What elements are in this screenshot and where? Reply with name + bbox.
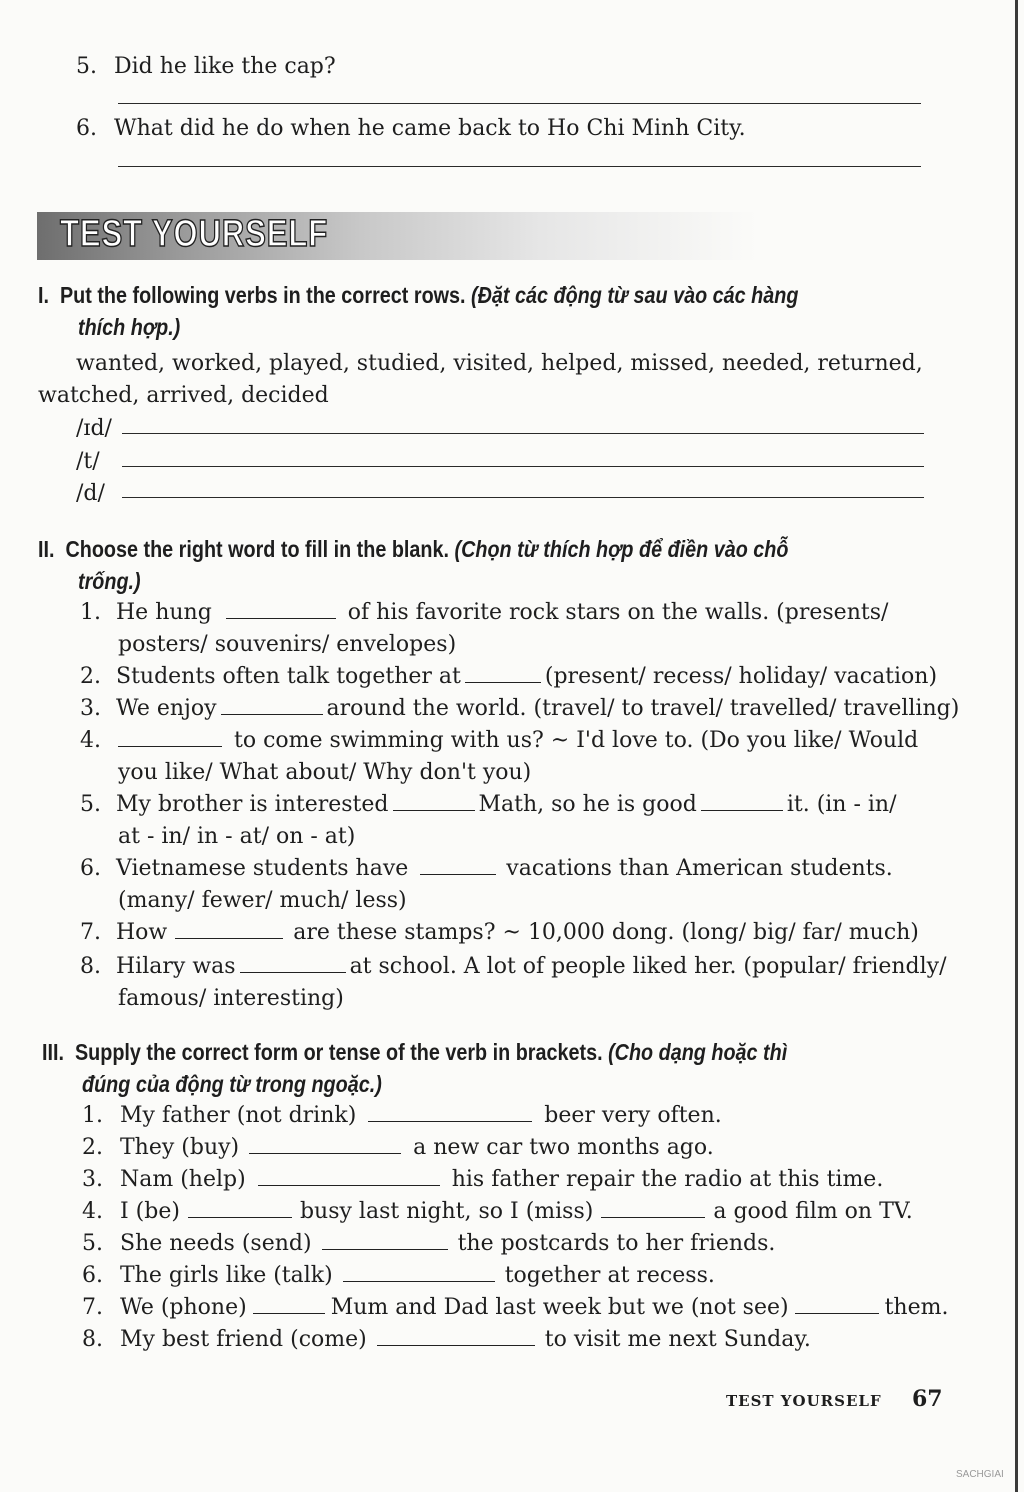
item-number: 4. xyxy=(80,728,101,753)
list-item xyxy=(116,600,888,626)
question-text: Did he like the cap? xyxy=(114,54,336,79)
fill-blank[interactable] xyxy=(258,1167,440,1186)
item-text: My best friend (come) xyxy=(120,1327,367,1352)
fill-blank[interactable] xyxy=(322,1231,448,1250)
fill-blank[interactable] xyxy=(343,1263,495,1282)
section-1-heading-cont xyxy=(78,313,180,341)
fill-blank[interactable] xyxy=(701,792,783,811)
section-title-vi: (Cho dạng hoặc thì xyxy=(608,1039,788,1065)
item-text: They (buy) xyxy=(120,1135,240,1160)
item-text: vacations than American students. xyxy=(506,856,893,881)
item-number: 8. xyxy=(80,954,101,979)
item-text-cont: famous/ interesting) xyxy=(118,986,344,1011)
item-number: 4. xyxy=(82,1199,103,1224)
item-text: Vietnamese students have xyxy=(116,856,409,881)
answer-line[interactable] xyxy=(118,166,921,167)
section-roman: I. xyxy=(38,282,49,308)
section-roman: III. xyxy=(42,1039,64,1065)
item-text: The girls like (talk) xyxy=(120,1263,333,1288)
item-text: We (phone) xyxy=(120,1295,247,1320)
question-text: What did he do when he came back to Ho Chi Minh City. xyxy=(114,116,746,141)
item-number: 6. xyxy=(82,1263,103,1288)
item-text: Hilary was xyxy=(116,954,236,979)
banner-title: TEST YOURSELF xyxy=(60,213,329,255)
item-text: He hung xyxy=(116,600,212,625)
item-text: around the world. (travel/ to travel/ travelled/ travelling) xyxy=(326,696,960,721)
watermark-logo: SACHGIAI xyxy=(956,1469,1004,1480)
item-number: 6. xyxy=(80,856,101,881)
item-text: them. xyxy=(884,1295,949,1320)
list-item xyxy=(116,664,937,690)
item-number: 7. xyxy=(80,920,101,945)
section-title-en: Choose the right word to fill in the blank. xyxy=(65,536,449,562)
item-text: beer very often. xyxy=(544,1103,722,1128)
page-edge-line xyxy=(1015,0,1018,1492)
item-text: We enjoy xyxy=(116,696,217,721)
item-text: Nam (help) xyxy=(120,1167,246,1192)
item-text: to visit me next Sunday. xyxy=(544,1327,811,1352)
list-item xyxy=(116,920,919,946)
section-1-heading xyxy=(38,281,798,309)
answer-line[interactable] xyxy=(118,103,921,104)
question-number: 5. xyxy=(76,54,97,79)
item-text: together at recess. xyxy=(504,1263,715,1288)
row-label-id: /ɪd/ xyxy=(76,416,112,441)
item-text-cont: (many/ fewer/ much/ less) xyxy=(118,888,407,913)
list-item xyxy=(116,728,918,754)
item-number: 1. xyxy=(82,1103,103,1128)
item-text: busy last night, so I (miss) xyxy=(299,1199,594,1224)
list-item xyxy=(120,1263,715,1289)
question-number: 6. xyxy=(76,116,97,141)
fill-blank[interactable] xyxy=(420,856,496,875)
fill-blank[interactable] xyxy=(118,728,222,747)
section-2-heading-cont xyxy=(78,567,141,595)
section-3-heading-cont xyxy=(82,1070,382,1098)
item-text: a new car two months ago. xyxy=(413,1135,714,1160)
list-item xyxy=(116,696,959,722)
fill-blank[interactable] xyxy=(188,1199,292,1218)
section-title-vi-cont: đúng của động từ trong ngoặc.) xyxy=(82,1071,382,1097)
item-text: to come swimming with us? ~ I'd love to. (Do you like/ Would xyxy=(234,728,919,753)
item-number: 2. xyxy=(80,664,101,689)
list-item xyxy=(116,856,893,882)
item-text: How xyxy=(116,920,168,945)
section-2-heading xyxy=(38,535,788,563)
item-number: 3. xyxy=(80,696,101,721)
list-item xyxy=(120,1231,775,1257)
item-number: 5. xyxy=(80,792,101,817)
item-text: of his favorite rock stars on the walls. (presents/ xyxy=(347,600,889,625)
fill-blank[interactable] xyxy=(393,792,475,811)
list-item xyxy=(116,792,897,818)
section-title-vi: (Đặt các động từ sau vào các hàng xyxy=(471,282,799,308)
item-text-cont: posters/ souvenirs/ envelopes) xyxy=(118,632,457,657)
item-number: 2. xyxy=(82,1135,103,1160)
fill-blank[interactable] xyxy=(368,1103,532,1122)
item-text: it. (in - in/ xyxy=(786,792,897,817)
section-title-en: Supply the correct form or tense of the verb in brackets. xyxy=(74,1039,603,1065)
fill-blank[interactable] xyxy=(249,1135,401,1154)
list-item xyxy=(120,1135,714,1161)
list-item xyxy=(120,1295,948,1321)
list-item xyxy=(120,1167,883,1193)
item-text: Math, so he is good xyxy=(478,792,697,817)
item-text: My father (not drink) xyxy=(120,1103,357,1128)
item-text: Students often talk together at xyxy=(116,664,461,689)
item-number: 1. xyxy=(80,600,101,625)
item-text-cont: you like/ What about/ Why don't you) xyxy=(118,760,532,785)
item-text: My brother is interested xyxy=(116,792,389,817)
fill-blank[interactable] xyxy=(465,664,541,683)
list-item xyxy=(120,1199,913,1225)
item-number: 7. xyxy=(82,1295,103,1320)
item-number: 3. xyxy=(82,1167,103,1192)
item-text: his father repair the radio at this time. xyxy=(451,1167,884,1192)
fill-blank[interactable] xyxy=(240,954,346,973)
fill-blank[interactable] xyxy=(226,600,336,619)
section-title-vi-cont: thích hợp.) xyxy=(78,314,181,340)
word-list-line1: wanted, worked, played, studied, visited, helped, missed, needed, returned, xyxy=(76,351,923,376)
word-list-line2: watched, arrived, decided xyxy=(38,383,329,408)
footer-title: TEST YOURSELF xyxy=(726,1392,882,1410)
section-title-en: Put the following verbs in the correct rows. xyxy=(59,282,466,308)
item-text: Mum and Dad last week but we (not see) xyxy=(330,1295,789,1320)
fill-blank[interactable] xyxy=(253,1295,325,1314)
item-text: I (be) xyxy=(120,1199,180,1224)
row-line-d[interactable] xyxy=(122,497,924,498)
item-text: a good film on TV. xyxy=(713,1199,913,1224)
item-text: She needs (send) xyxy=(120,1231,312,1256)
fill-blank[interactable] xyxy=(377,1327,535,1346)
row-line-t[interactable] xyxy=(122,466,924,467)
fill-blank[interactable] xyxy=(221,696,323,715)
row-line-id[interactable] xyxy=(122,433,924,434)
fill-blank[interactable] xyxy=(795,1295,879,1314)
fill-blank[interactable] xyxy=(175,920,283,939)
item-text-cont: at - in/ in - at/ on - at) xyxy=(118,824,356,849)
row-label-t: /t/ xyxy=(76,449,100,474)
item-text: are these stamps? ~ 10,000 dong. (long/ big/ far/ much) xyxy=(293,920,919,945)
item-text: (present/ recess/ holiday/ vacation) xyxy=(544,664,938,689)
section-title-vi: (Chọn từ thích hợp để điền vào chỗ xyxy=(454,536,789,562)
list-item xyxy=(120,1103,722,1129)
item-number: 5. xyxy=(82,1231,103,1256)
item-number: 8. xyxy=(82,1327,103,1352)
row-label-d: /d/ xyxy=(76,481,105,506)
section-roman: II. xyxy=(38,536,55,562)
list-item xyxy=(120,1327,811,1353)
page-number: 67 xyxy=(912,1386,943,1412)
item-text: at school. A lot of people liked her. (popular/ friendly/ xyxy=(349,954,947,979)
list-item xyxy=(116,954,947,980)
section-3-heading xyxy=(42,1038,787,1066)
fill-blank[interactable] xyxy=(601,1199,705,1218)
item-text: the postcards to her friends. xyxy=(457,1231,776,1256)
section-title-vi-cont: trống.) xyxy=(78,568,141,594)
